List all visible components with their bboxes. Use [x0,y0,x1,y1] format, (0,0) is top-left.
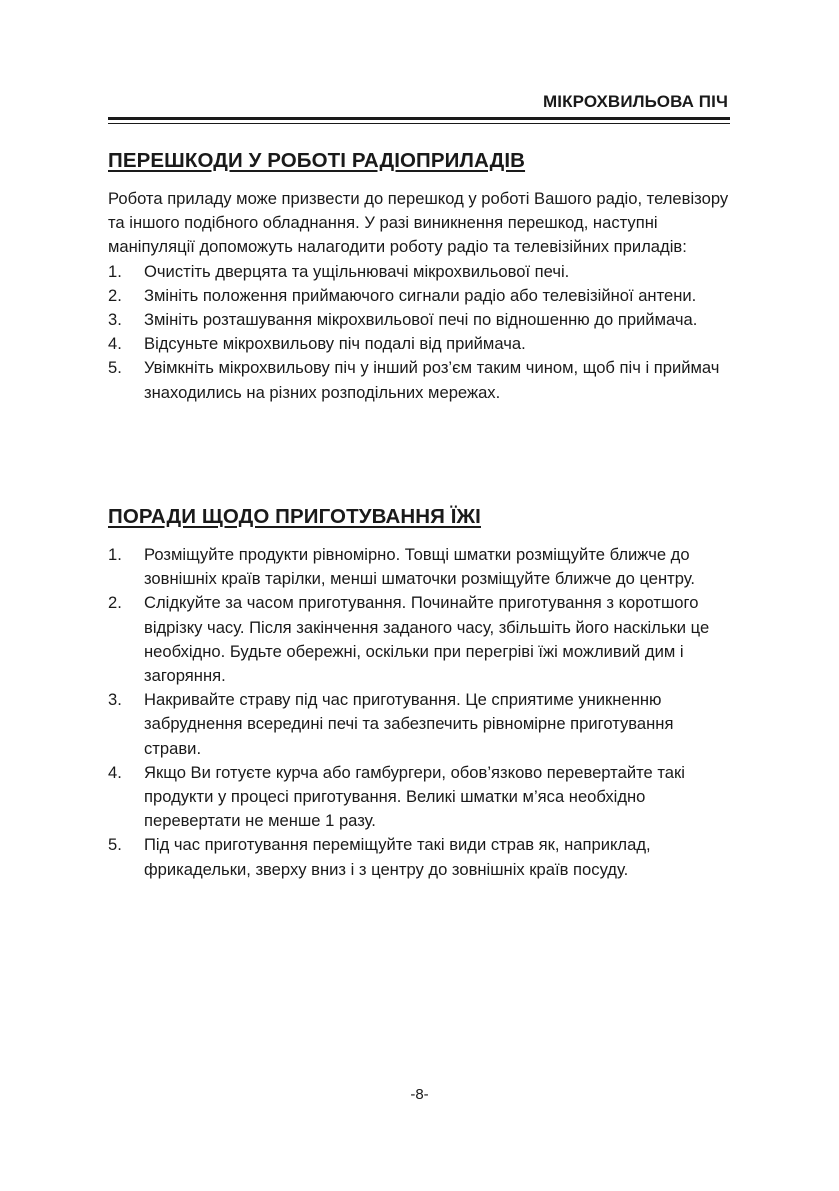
list-item-text: Змініть положення приймаючого сигнали радіо або телевізійної антени. [144,285,697,305]
list-item-text: Відсуньте мікрохвильову піч подалі від приймача. [144,334,526,354]
header-title: МІКРОХВИЛЬОВА ПІЧ [543,92,728,111]
section-radio-interference [108,149,733,405]
list-item-text: Слідкуйте за часом приготування. Починайте приготування з коротшого відрізку часу. Після закінчення заданого часу, збільшіть його наскільки це необхідно. Будьте обережні, оскільки при перегріві їжі можливий дим і загоряння. [144,593,710,686]
list-item [108,260,733,284]
section-heading: ПЕРЕШКОДИ У РОБОТІ РАДІОПРИЛАДІВ [108,149,526,172]
list-item-text: Очистіть дверцята та ущільнювачі мікрохвильової печі. [144,261,570,281]
list-item-number: 2. [108,285,122,305]
list-item-number: 3. [108,310,122,330]
list-item-text: Увімкніть мікрохвильову піч у інший роз’єм таким чином, щоб піч і приймач знаходились на різних розподільних мережах. [144,358,720,402]
list-item-number: 1. [108,545,122,564]
cooking-tips-list [108,543,733,882]
list-item-number: 5. [108,358,122,378]
list-item-text: Під час приготування переміщуйте такі види страв як, наприклад, фрикадельки, зверху вниз і з центру до зовнішніх країв посуду. [144,835,651,879]
list-item-number: 5. [108,835,122,855]
list-item [108,688,733,761]
list-item-text: Якщо Ви готуєте курча або гамбургери, обов’язково перевертайте такі продукти у процесі приготування. Великі шматки м’яса необхідно перевертати не менше 1 разу. [144,762,685,831]
section-cooking-tips [108,505,733,882]
list-item-number: 3. [108,690,122,710]
list-item [108,543,733,591]
list-item [108,308,733,332]
section-intro: Робота приладу може призвести до перешкод у роботі Вашого радіо, телевізору та іншого подібного обладнання. У разі виникнення перешкод, наступні маніпуляції допоможуть налагодити роботу радіо та телевізійних приладів: [108,189,729,257]
list-item [108,761,733,834]
list-item [108,284,733,308]
list-item [108,591,733,688]
list-item-number: 4. [108,334,122,354]
section-heading: ПОРАДИ ЩОДО ПРИГОТУВАННЯ ЇЖІ [108,505,481,528]
page-content [108,145,733,879]
interference-list [108,260,733,405]
list-item-text: Накривайте страву під час приготування. Це сприятиме уникненню забруднення всередині печі та забезпечить рівномірне приготування страви. [144,690,674,758]
list-item [108,332,733,356]
list-item-text: Змініть розташування мікрохвильової печі по відношенню до приймача. [144,310,698,330]
list-item-number: 2. [108,593,122,613]
list-item [108,356,733,404]
list-item-text: Розміщуйте продукти рівномірно. Товщі шматки розміщуйте ближче до зовнішніх країв тарілки, менші шматочки розміщуйте ближче до центру. [144,545,696,589]
header-rule-thick [108,117,730,120]
list-item [108,833,733,881]
list-item-number: 1. [108,261,122,281]
list-item-number: 4. [108,762,122,782]
header-rule-thin [108,123,730,124]
page-number: -8- [410,1086,429,1103]
